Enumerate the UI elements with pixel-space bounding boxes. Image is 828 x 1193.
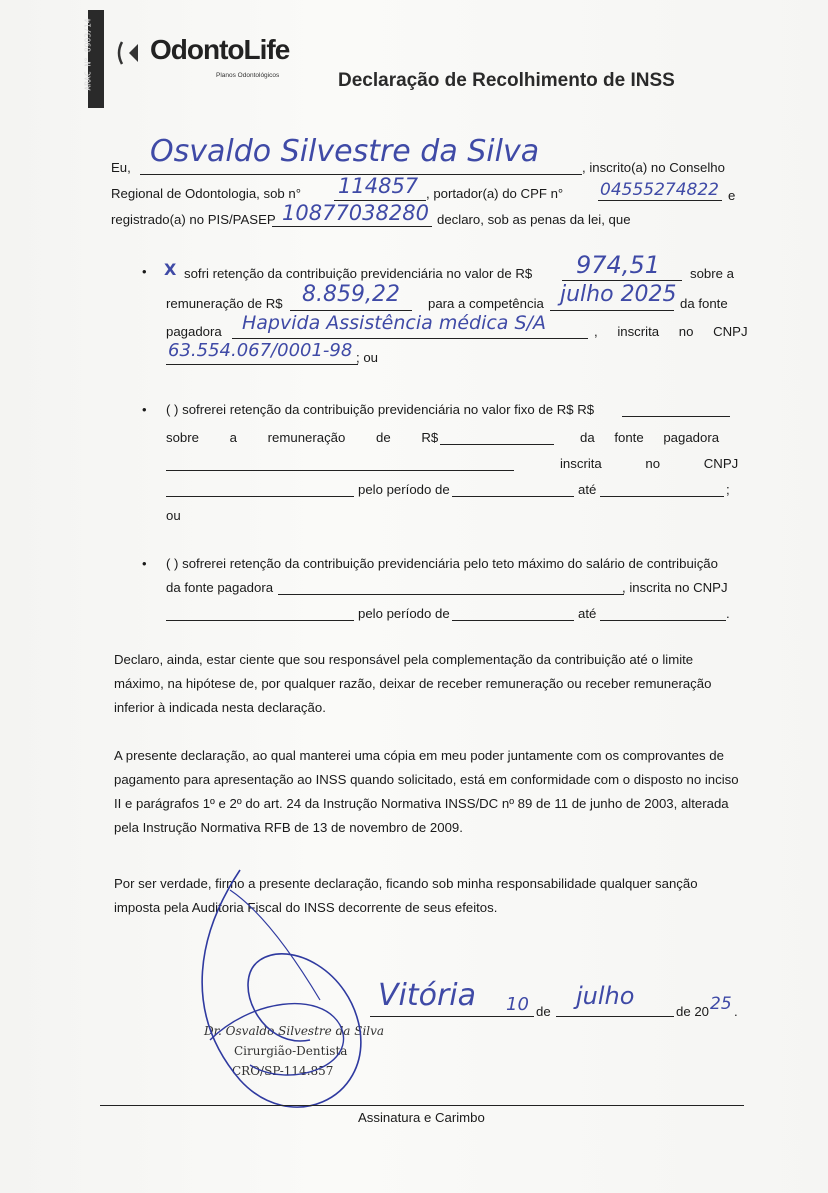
- option3-fonte: da fonte pagadora: [166, 580, 274, 595]
- margin-label: ARAC N° 8903/14: [83, 18, 93, 91]
- pis-underline: [272, 226, 432, 227]
- signature-scribble: [170, 850, 410, 1130]
- intro-inscrito: , inscrito(a) no Conselho: [582, 160, 725, 175]
- date-de2: de 20: [676, 1004, 710, 1019]
- cpf-field: 04555274822: [600, 180, 719, 200]
- option1-line1: sofri retenção da contribuição previdenciária no valor de R$: [184, 266, 533, 281]
- option3-inscrita: , inscrita no CNPJ: [622, 580, 728, 595]
- empresa-field: Hapvida Assistência médica S/A: [242, 312, 546, 334]
- option1-inscrita: , inscrita no CNPJ: [594, 324, 748, 339]
- signature-label: Assinatura e Carimbo: [358, 1110, 485, 1125]
- option2-sobre: sobre a remuneração de R$: [166, 430, 439, 445]
- valor-field: 974,51: [576, 251, 660, 279]
- option3-ate-underline: [600, 620, 726, 621]
- option1-line2: remuneração de R$: [166, 296, 283, 311]
- option3-ate: até: [578, 606, 597, 621]
- paragraph-line: II e parágrafos 1º e 2º do art. 24 da Instrução Normativa INSS/DC nº 89 de 11 de junho de 2003, alterada: [114, 796, 729, 811]
- option1-mark: X: [164, 260, 177, 279]
- name-field: Osvaldo Silvestre da Silva: [150, 134, 540, 169]
- option2-valor-underline: [622, 416, 730, 417]
- option3-end: .: [726, 606, 730, 621]
- date-year: 25: [710, 994, 732, 1014]
- paragraph-line: Declaro, ainda, estar ciente que sou responsável pela complementação da contribuição até o limite: [114, 652, 694, 667]
- stamp-name: Dr. Osvaldo Silvestre da Silva: [204, 1024, 385, 1038]
- option2-periodo-underline: [452, 496, 574, 497]
- paragraph-line: A presente declaração, ao qual manterei uma cópia em meu poder juntamente com os comprovantes de: [114, 748, 724, 763]
- bullet-2: •: [142, 402, 147, 417]
- option1-ou: ; ou: [356, 350, 378, 365]
- pis-field: 10877038280: [282, 201, 429, 225]
- option3-cnpj-underline: [166, 620, 354, 621]
- option2-remuneracao-underline: [440, 444, 554, 445]
- intro-regional: Regional de Odontologia, sob n°: [111, 186, 302, 201]
- stamp-cro: CRO/SP-114.857: [232, 1064, 334, 1078]
- option3-line1: ( ) sofrerei retenção da contribuição previdenciária pelo teto máximo do salário de contribuição: [166, 556, 718, 571]
- signature-line: [100, 1105, 744, 1106]
- stamp-role: Cirurgião-Dentista: [234, 1044, 348, 1058]
- remuneracao-underline: [290, 310, 412, 311]
- intro-declaro: declaro, sob as penas da lei, que: [437, 212, 631, 227]
- option2-inscrita: inscrita no CNPJ: [560, 456, 739, 471]
- date-de1: de: [536, 1004, 551, 1019]
- empresa-underline: [232, 338, 588, 339]
- mes-field: julho 2025: [560, 282, 677, 307]
- option1-sobre-a: sobre a: [690, 266, 734, 281]
- option2-ate: até: [578, 482, 597, 497]
- date-day: 10: [506, 994, 529, 1015]
- paragraph-line: Por ser verdade, firmo a presente declaração, ficando sob minha responsabilidade qualquer sanção: [114, 876, 698, 891]
- month-underline: [556, 1016, 674, 1017]
- cpf-underline: [598, 200, 722, 201]
- paragraph-line: pela Instrução Normativa RFB de 13 de novembro de 2009.: [114, 820, 463, 835]
- option2-end: ;: [726, 482, 730, 497]
- option3-periodo-underline: [452, 620, 574, 621]
- option3-periodo: pelo período de: [358, 606, 450, 621]
- bullet-3: •: [142, 556, 147, 571]
- option2-ate-underline: [600, 496, 724, 497]
- cnpj-field: 63.554.067/0001-98: [168, 340, 353, 361]
- cro-field: 114857: [338, 174, 419, 198]
- logo: [116, 30, 296, 86]
- option2-da-fonte: da fonte pagadora: [580, 430, 720, 445]
- intro-eu: Eu,: [111, 160, 131, 175]
- paragraph-line: imposta pela Auditoria Fiscal do INSS decorrente de seus efeitos.: [114, 900, 498, 915]
- mes-underline: [550, 310, 674, 311]
- logo-name: OdontoLife: [150, 34, 290, 65]
- option1-competencia: para a competência: [428, 296, 544, 311]
- logo-mark-icon: [116, 38, 146, 68]
- page-title: Declaração de Recolhimento de INSS: [338, 70, 675, 91]
- paragraph-line: máximo, na hipótese de, por qualquer razão, deixar de receber remuneração ou receber remuneração: [114, 676, 712, 691]
- day-underline: [500, 1016, 534, 1017]
- option2-ou: ou: [166, 508, 181, 523]
- option2-cnpj-underline: [166, 496, 354, 497]
- date-end: .: [734, 1004, 738, 1019]
- option2-line1: ( ) sofrerei retenção da contribuição previdenciária no valor fixo de R$ R$: [166, 402, 595, 417]
- option2-periodo: pelo período de: [358, 482, 450, 497]
- option1-pagadora: pagadora: [166, 324, 222, 339]
- date-city: Vitória: [378, 978, 477, 1013]
- option1-da-fonte: da fonte: [680, 296, 728, 311]
- intro-portador: , portador(a) do CPF n°: [426, 186, 564, 201]
- option3-fonte-underline: [278, 594, 624, 595]
- cnpj-underline: [166, 364, 358, 365]
- logo-tagline: Planos Odontológicos: [216, 72, 280, 79]
- paragraph-line: inferior à indicada nesta declaração.: [114, 700, 326, 715]
- remuneracao-field: 8.859,22: [302, 282, 400, 307]
- date-month: julho: [576, 982, 635, 1010]
- intro-e: e: [728, 188, 736, 203]
- option2-fonte-underline: [166, 470, 514, 471]
- paragraph-line: pagamento para apresentação ao INSS quando solicitado, está em conformidade com o disposto no inciso: [114, 772, 739, 787]
- margin-strip: [83, 10, 104, 108]
- intro-registrado: registrado(a) no PIS/PASEP: [111, 212, 276, 227]
- valor-underline: [562, 280, 682, 281]
- bullet-1: •: [142, 264, 147, 279]
